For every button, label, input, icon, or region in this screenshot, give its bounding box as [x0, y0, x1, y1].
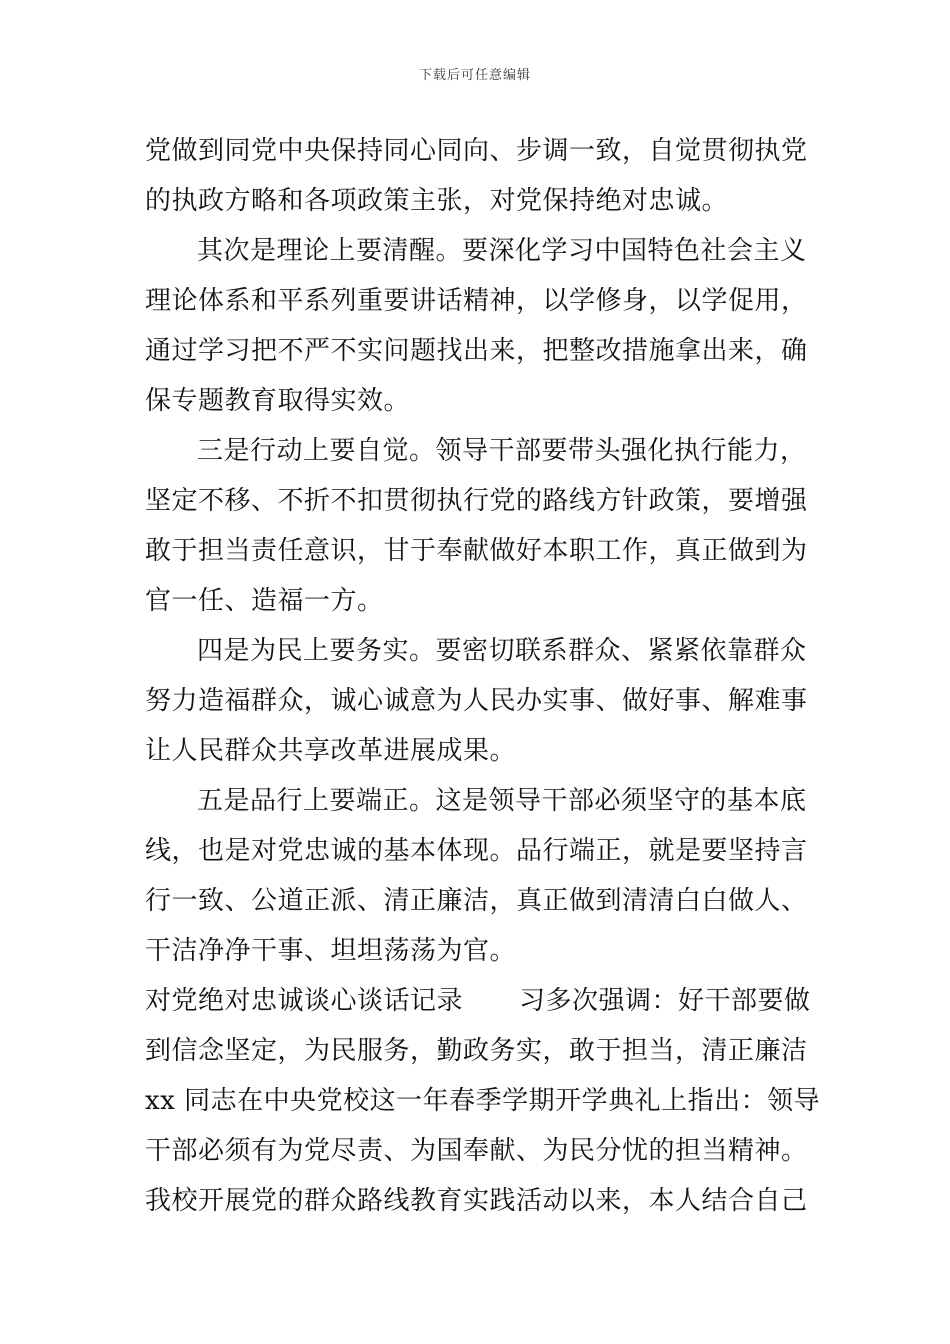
- text-line: 敢于担当责任意识，甘于奉献做好本职工作，真正做到为: [145, 536, 808, 566]
- section-first-line-text: 习多次强调：好干部要做: [519, 986, 811, 1016]
- text-line: 党做到同党中央保持同心同向、步调一致，自觉贯彻执党: [145, 136, 808, 166]
- text-line: 坚定不移、不折不扣贯彻执行党的路线方针政策，要增强: [145, 486, 808, 516]
- text-line: 让人民群众共享改革进展成果。: [145, 736, 517, 766]
- document-body: [145, 126, 821, 1226]
- body-paragraphs: [145, 126, 815, 976]
- section-line: 干部必须有为党尽责、为国奉献、为民分忧的担当精神。: [145, 1136, 808, 1166]
- text-line: 五是品行上要端正。这是领导干部必须坚守的基本底: [197, 786, 807, 816]
- text-line: 干洁净净干事、坦坦荡荡为官。: [145, 936, 517, 966]
- section-title: 对党绝对忠诚谈心谈话记录: [145, 986, 464, 1016]
- page-header: 下载后可任意编辑: [418, 68, 531, 83]
- section-line: 到信念坚定，为民服务，勤政务实，敢于担当，清正廉洁: [145, 1036, 808, 1066]
- section-line: 我校开展党的群众路线教育实践活动以来，本人结合自己: [145, 1186, 808, 1216]
- text-line: 其次是理论上要清醒。要深化学习中国特色社会主义: [197, 236, 807, 266]
- text-line: 线，也是对党忠诚的基本体现。品行端正，就是要坚持言: [145, 836, 808, 866]
- text-line: 通过学习把不严不实问题找出来，把整改措施拿出来，确: [145, 336, 808, 366]
- text-line: 三是行动上要自觉。领导干部要带头强化执行能力，: [197, 436, 807, 466]
- text-line: 的执政方略和各项政策主张，对党保持绝对忠诚。: [145, 186, 729, 216]
- text-line: 保专题教育取得实效。: [145, 386, 411, 416]
- text-line: 努力造福群众，诚心诚意为人民办实事、做好事、解难事: [145, 686, 808, 716]
- section-heading-line: [145, 976, 815, 1026]
- text-line: 官一任、造福一方。: [145, 586, 384, 616]
- text-line: 理论体系和平系列重要讲话精神，以学修身，以学促用，: [145, 286, 808, 316]
- section-line: xx 同志在中央党校这一年春季学期开学典礼上指出：领导: [145, 1086, 821, 1116]
- text-line: 行一致、公道正派、清正廉洁，真正做到清清白白做人、: [145, 886, 808, 916]
- text-line: 四是为民上要务实。要密切联系群众、紧紧依靠群众: [197, 636, 807, 666]
